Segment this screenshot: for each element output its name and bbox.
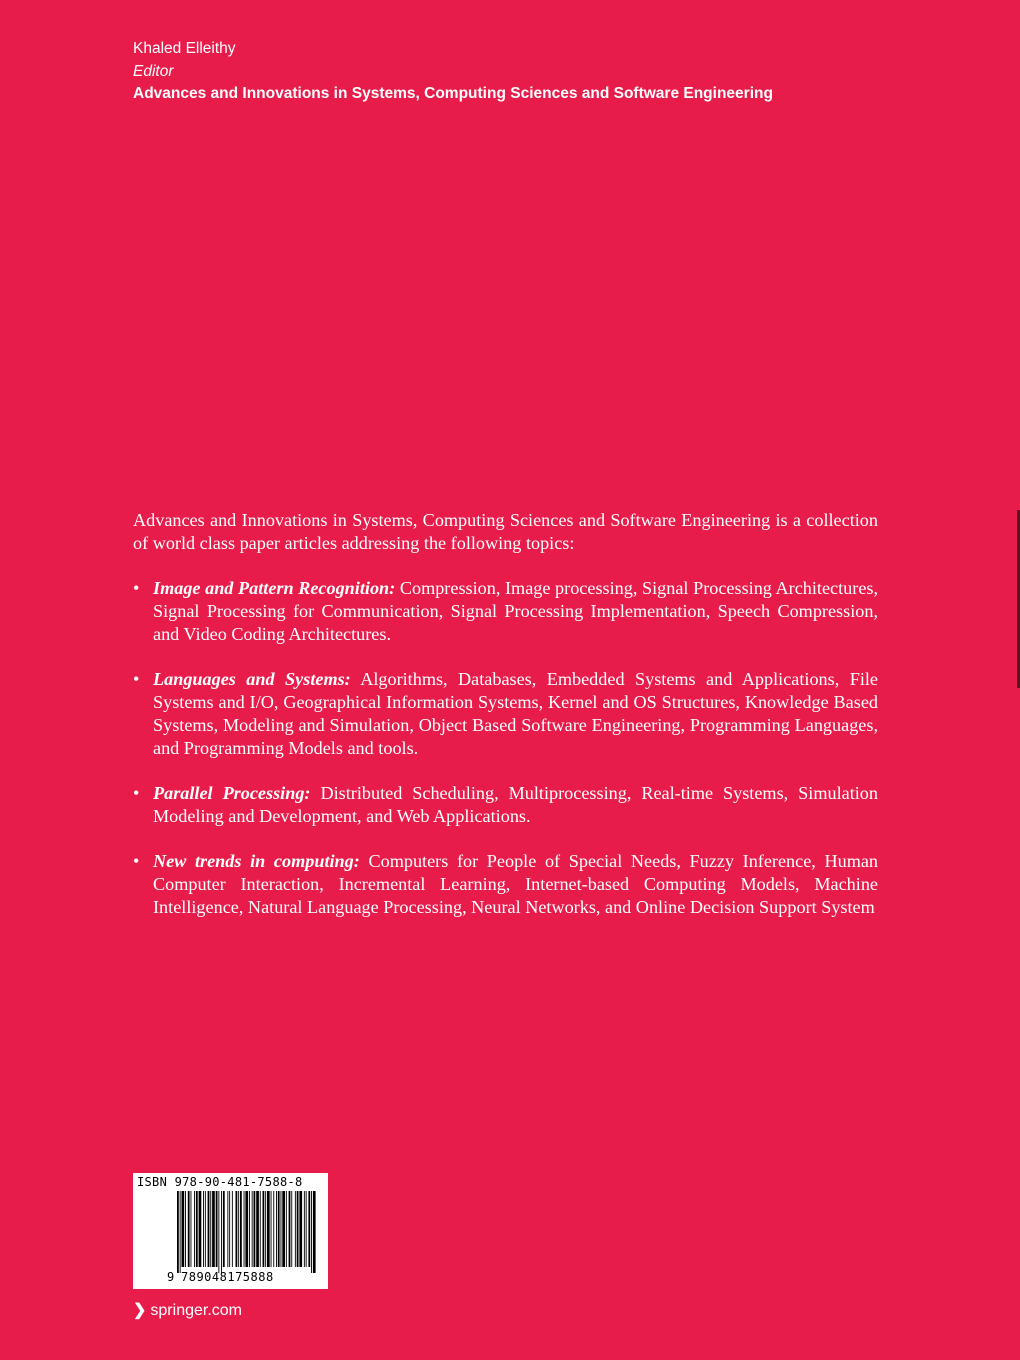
barcode-bar [267,1191,270,1267]
bullet-icon: • [133,851,140,871]
topic-title: Image and Pattern Recognition: [153,578,396,598]
barcode-bar [282,1191,285,1267]
barcode-bar [236,1191,238,1267]
barcode-bar [308,1191,310,1267]
barcode-bar [223,1191,225,1267]
bullet-icon: • [133,578,140,598]
topic-text: Compression, Image processing, Signal Processing Architectures, Signal Processing for Communication, Signal Processing Implementation, Speech Compression, and Video Coding Architectures. [153,578,879,644]
barcode-bar [216,1191,218,1267]
barcode-bar [196,1191,198,1267]
barcode-bar [185,1191,186,1267]
barcode-bar [180,1191,181,1273]
barcode-bar [260,1191,261,1267]
barcode-bar [256,1191,259,1267]
barcode-bar [221,1191,222,1273]
website-link[interactable]: springer.com [150,1302,242,1319]
barcode-bar [203,1191,204,1267]
barcode-bar [265,1191,266,1267]
isbn-barcode-box [133,1173,328,1289]
barcode-bar [188,1191,190,1267]
topic-item [133,850,878,919]
barcode-bar [249,1191,250,1267]
barcode-bar [238,1191,239,1267]
barcode-bar [286,1191,287,1267]
topic-title: Parallel Processing: [153,783,311,803]
barcode-bar [240,1191,242,1267]
editor-name: Khaled Elleithy [133,40,236,57]
barcode-bar [208,1191,210,1267]
barcode-bar [218,1191,219,1273]
chevron-right-icon: ❯ [133,1302,147,1319]
barcode-bar [194,1191,195,1267]
cover-header [133,38,933,106]
publisher-website[interactable] [133,1300,242,1320]
barcode-bar [263,1191,265,1267]
barcode-bar [311,1191,312,1273]
bullet-icon: • [133,783,140,803]
barcode-bar [306,1191,307,1267]
barcode-bar [291,1191,292,1267]
topic-title: New trends in computing: [153,851,360,871]
barcode-bar [182,1191,185,1267]
editor-label: Editor [133,62,174,80]
barcode-bar [210,1191,211,1267]
barcode-bar [289,1191,291,1267]
topic-item [133,577,878,646]
barcode-bar [295,1191,296,1267]
barcode-bar [273,1191,274,1267]
barcode-bar [229,1191,230,1267]
ean-first-digit: 9 [167,1270,175,1284]
barcode-bar [191,1191,192,1267]
barcode-bar [254,1191,256,1267]
barcode-bar [297,1191,299,1267]
topic-text: Algorithms, Databases, Embedded Systems and Applications, File Systems and I/O, Geographical Information Systems, Kernel and OS Structures, Knowledge Based Systems, Modeling and Simulation, Object Based Software Engineering, Programming Languages, and Programming Models and tools. [153,669,878,758]
topic-title: Languages and Systems: [153,669,351,689]
back-cover-blurb [133,509,878,941]
barcode-bar [244,1191,245,1267]
barcode-bar [278,1191,280,1267]
topic-text: Distributed Scheduling, Multiprocessing, Real-time Systems, Simulation Modeling and Development, and Web Applications. [153,783,878,826]
barcode-bar [313,1191,316,1273]
barcode-bar [281,1191,282,1267]
barcode-bar [227,1191,228,1267]
topic-item [133,782,878,828]
topic-list [133,577,878,919]
barcode-bar [304,1191,305,1267]
barcode-icon [177,1191,317,1273]
barcode-bar [177,1191,179,1273]
topic-text: Computers for People of Special Needs, Fuzzy Inference, Human Computer Interaction, Incremental Learning, Internet-based Computing Models, Machine Intelligence, Natural Language Processing, Neural Networks, and Online Decision Support System [153,851,879,917]
barcode-bar [276,1191,277,1267]
isbn-label: ISBN 978-90-481-7588-8 [137,1175,303,1189]
bullet-icon: • [133,669,140,689]
book-title: Advances and Innovations in Systems, Computing Sciences and Software Engineering [133,85,773,102]
topic-item [133,668,878,760]
barcode-bar [232,1191,233,1267]
ean-digits: 789048175888 [181,1270,274,1284]
barcode-bar [299,1191,302,1267]
blurb-intro: Advances and Innovations in Systems, Computing Sciences and Software Engineering is a collection of world class paper articles addressing the following topics: [133,510,878,553]
barcode-bar [212,1191,215,1267]
barcode-bar [199,1191,202,1267]
barcode-bar [205,1191,206,1267]
barcode-bar [252,1191,253,1267]
barcode-bar [245,1191,248,1267]
barcode-bar [271,1191,272,1267]
